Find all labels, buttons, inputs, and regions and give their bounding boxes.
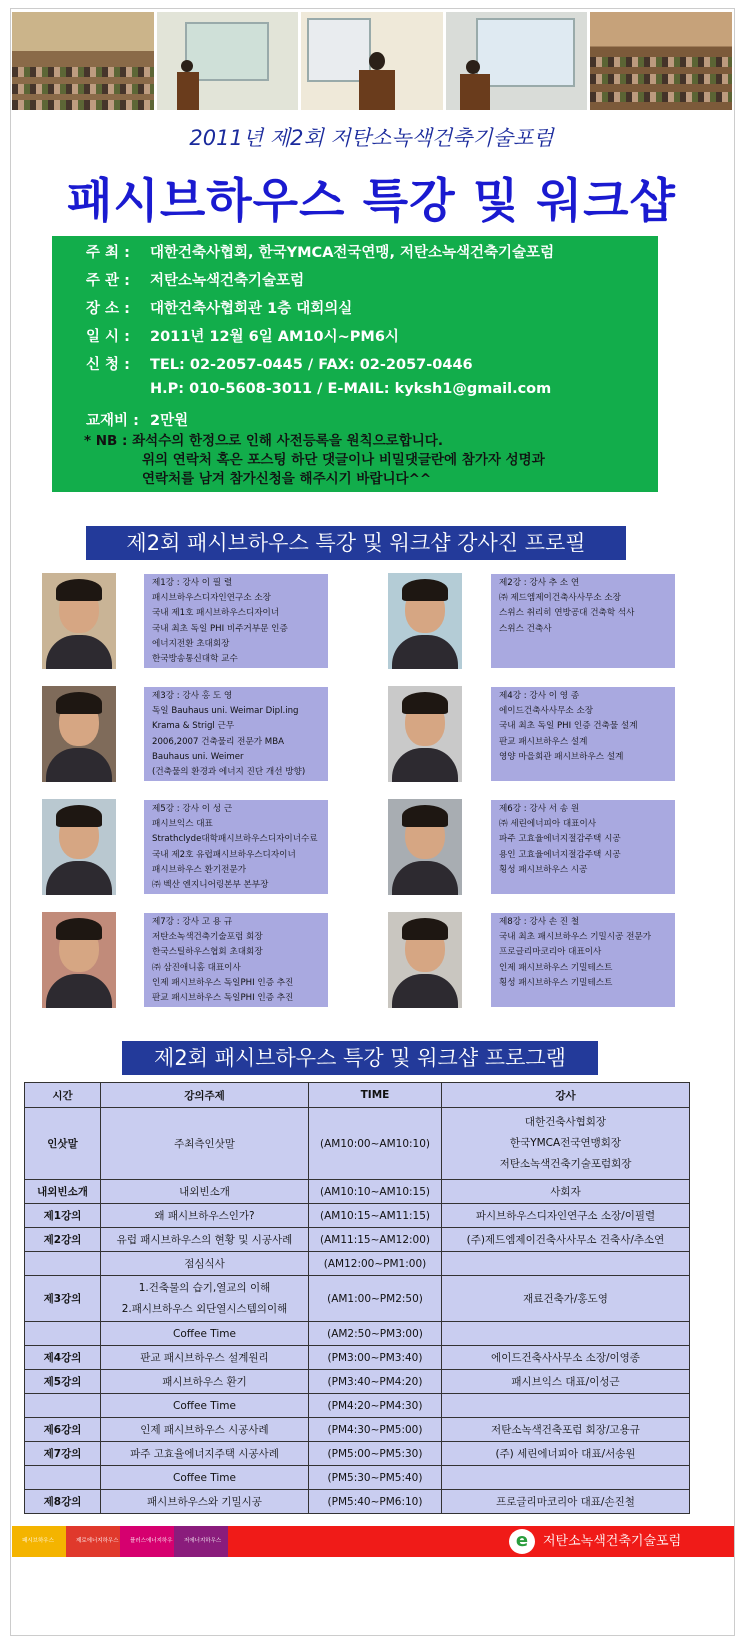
table-cell: (PM3:00~PM3:40): [309, 1346, 442, 1370]
speaker-detail: Bauhaus uni. Weimer: [152, 751, 244, 762]
speaker-heading: 제8강 : 강사 손 진 철: [499, 917, 580, 927]
speaker-detail: ㈜ 세린에너피아 대표이사: [499, 819, 597, 830]
table-row: [25, 1466, 690, 1490]
speaker-detail: 저탄소녹색건축기술포럼 회장: [152, 932, 263, 943]
table-row: [25, 1490, 690, 1514]
info-row-fee: 교재비 : 2만원: [86, 413, 189, 429]
table-cell: (PM4:30~PM5:00): [309, 1418, 442, 1442]
speaker-photo: [388, 686, 462, 782]
table-cell: 프로글리마코리아 대표/손진철: [442, 1490, 690, 1514]
speaker-heading: 제6강 : 강사 서 송 원: [499, 804, 580, 814]
speaker-photo: [42, 799, 116, 895]
event-photo-strip: [12, 12, 732, 110]
speaker-detail: 2006,2007 건축물리 전문가 MBA: [152, 736, 284, 747]
event-photo: [301, 12, 443, 110]
table-cell: 왜 패시브하우스인가?: [101, 1204, 309, 1228]
footer-tab[interactable]: 제로에너지하우스: [66, 1526, 120, 1557]
speaker-detail: 횡성 패시브하우스 시공: [499, 864, 588, 875]
table-cell: 에이드건축사사무소 소장/이영종: [442, 1346, 690, 1370]
speaker-profile: [144, 574, 328, 668]
table-cell: [25, 1394, 101, 1418]
speaker-detail: 국내 최초 독일 PHI 비주거부문 인증: [152, 623, 288, 634]
table-cell: 내외빈소개: [25, 1180, 101, 1204]
footer-tab[interactable]: 저에너지하우스: [174, 1526, 228, 1557]
info-row-host: 주 최 : 대한건축사협회, 한국YMCA전국연맹, 저탄소녹색건축기술포럼: [86, 245, 555, 261]
info-row-contact: 신 청 : TEL: 02-2057-0445 / FAX: 02-2057-0446: [86, 357, 473, 373]
table-header: 강사: [442, 1083, 690, 1108]
speaker-detail: 패시브익스 대표: [152, 819, 213, 830]
table-cell: 파시브하우스디자인연구소 소장/이필렬: [442, 1204, 690, 1228]
table-cell: [25, 1466, 101, 1490]
speaker-detail: 파주 고효율에너지절감주택 시공: [499, 834, 621, 845]
speaker-heading: 제2강 : 강사 추 소 연: [499, 578, 580, 588]
speaker-heading: 제1강 : 강사 이 필 렬: [152, 578, 233, 588]
table-cell: [442, 1466, 690, 1490]
speaker-detail: 한국스틸하우스협회 초대회장: [152, 947, 263, 958]
speaker-profile: [491, 687, 675, 781]
footer-tab[interactable]: 플러스에너지하우스: [120, 1526, 174, 1557]
event-photo: [12, 12, 154, 110]
event-photo: [590, 12, 732, 110]
speaker-detail: 에너지전환 초대회장: [152, 638, 230, 649]
table-row: [25, 1370, 690, 1394]
table-cell: 인삿말: [25, 1108, 101, 1180]
table-cell: [25, 1252, 101, 1276]
speaker-detail: 패시브하우스디자인연구소 소장: [152, 593, 271, 604]
table-row: [25, 1418, 690, 1442]
table-row: [25, 1108, 690, 1180]
table-cell: (PM4:20~PM4:30): [309, 1394, 442, 1418]
speaker-detail: 스위스 건축사: [499, 623, 552, 634]
table-row: [25, 1322, 690, 1346]
speaker-detail: 에이드건축사사무소 소장: [499, 706, 594, 717]
event-info-box: [52, 236, 658, 492]
table-cell: (PM3:40~PM4:20): [309, 1370, 442, 1394]
speaker-photo: [388, 912, 462, 1008]
speaker-photo: [42, 573, 116, 669]
table-cell: 패시브하우스 환기: [101, 1370, 309, 1394]
footer-bar: [12, 1526, 734, 1575]
speaker-detail: 국내 최초 독일 PHI 인증 건축물 설계: [499, 721, 638, 732]
speaker-profile: [491, 574, 675, 668]
table-row: [25, 1394, 690, 1418]
speaker-detail: 인제 패시브하우스 독일PHI 인증 추진: [152, 977, 294, 988]
table-cell: 저탄소녹색건축포럼 회장/고용규: [442, 1418, 690, 1442]
table-cell: 판교 패시브하우스 설계원리: [101, 1346, 309, 1370]
table-row: [25, 1228, 690, 1252]
table-cell: 패시브익스 대표/이성근: [442, 1370, 690, 1394]
table-cell: Coffee Time: [101, 1466, 309, 1490]
speaker-photo: [388, 573, 462, 669]
table-cell: (AM1:00~PM2:50): [309, 1276, 442, 1322]
forum-logo-icon: e: [509, 1529, 535, 1554]
table-row: [25, 1346, 690, 1370]
speaker-detail: 패시브하우스 환기전문가: [152, 864, 247, 875]
table-cell: [25, 1322, 101, 1346]
speaker-profile: [144, 800, 328, 894]
speaker-detail: Strathclyde대학패시브하우스디자이너수료: [152, 834, 318, 845]
speaker-detail: 독일 Bauhaus uni. Weimar Dipl.ing: [152, 706, 299, 717]
table-cell: 재료건축가/홍도영: [442, 1276, 690, 1322]
table-cell: 제1강의: [25, 1204, 101, 1228]
forum-subtitle: 2011년 제2회 저탄소녹색건축기술포럼: [189, 126, 554, 150]
table-cell: [442, 1394, 690, 1418]
table-row: [25, 1442, 690, 1466]
table-cell: 점심식사: [101, 1252, 309, 1276]
table-cell: [442, 1322, 690, 1346]
table-cell: (PM5:00~PM5:30): [309, 1442, 442, 1466]
table-row: [25, 1252, 690, 1276]
speaker-detail: 한국방송통신대학 교수: [152, 654, 238, 665]
table-cell: 패시브하우스와 기밀시공: [101, 1490, 309, 1514]
speaker-detail: 국내 제1호 패시브하우스디자이너: [152, 608, 280, 619]
speaker-detail: 국내 최초 패시브하우스 기밀시공 전문가: [499, 932, 652, 943]
speaker-detail: 판교 패시브하우스 설계: [499, 736, 588, 747]
info-row-organizer: 주 관 : 저탄소녹색건축기술포럼: [86, 273, 305, 289]
table-cell: (AM10:00~AM10:10): [309, 1108, 442, 1180]
table-cell: (AM10:10~AM10:15): [309, 1180, 442, 1204]
speaker-detail: 프로글리마코리아 대표이사: [499, 947, 602, 958]
program-table: [24, 1082, 690, 1514]
table-cell: 1.건축물의 습기,열교의 이해 2.패시브하우스 외단열시스템의이해: [101, 1276, 309, 1322]
table-cell: (PM5:40~PM6:10): [309, 1490, 442, 1514]
footer-tab[interactable]: 패시브하우스: [12, 1526, 66, 1557]
table-cell: [442, 1252, 690, 1276]
speaker-profile: [144, 687, 328, 781]
speaker-heading: 제7강 : 강사 고 용 규: [152, 917, 233, 927]
profile-section-title: 제2회 패시브하우스 특강 및 워크샵 강사진 프로필: [86, 526, 626, 560]
event-photo: [446, 12, 588, 110]
event-photo: [157, 12, 299, 110]
speaker-heading: 제3강 : 강사 홍 도 영: [152, 691, 233, 701]
info-row-contact-2: H.P: 010-5608-3011 / E-MAIL: kyksh1@gmail.com: [150, 381, 552, 397]
table-row: [25, 1276, 690, 1322]
page-title: 패시브하우스 특강 및 워크샵: [67, 174, 676, 229]
table-cell: 사회자: [442, 1180, 690, 1204]
table-cell: Coffee Time: [101, 1394, 309, 1418]
speaker-detail: 판교 패시브하우스 독일PHI 인증 추진: [152, 993, 294, 1004]
table-cell: (주) 세린에너피아 대표/서송원: [442, 1442, 690, 1466]
table-cell: (PM5:30~PM5:40): [309, 1466, 442, 1490]
speaker-heading: 제5강 : 강사 이 성 근: [152, 804, 233, 814]
table-cell: 내외빈소개: [101, 1180, 309, 1204]
speaker-photo: [42, 912, 116, 1008]
table-header: 시간: [25, 1083, 101, 1108]
info-row-venue: 장 소 : 대한건축사협회관 1층 대회의실: [86, 301, 353, 317]
speaker-profile: [491, 800, 675, 894]
table-cell: (AM10:15~AM11:15): [309, 1204, 442, 1228]
table-cell: 주최측인삿말: [101, 1108, 309, 1180]
speaker-photo: [388, 799, 462, 895]
speaker-detail: 횡성 패시브하우스 기밀테스트: [499, 977, 613, 988]
table-cell: 대한건축사협회장 한국YMCA전국연맹회장 저탄소녹색건축기술포럼회장: [442, 1108, 690, 1180]
table-cell: (주)제드엠제이건축사사무소 건축사/추소연: [442, 1228, 690, 1252]
table-header: TIME: [309, 1083, 442, 1108]
table-row: [25, 1204, 690, 1228]
program-section-title: 제2회 패시브하우스 특강 및 워크샵 프로그램: [122, 1041, 598, 1075]
table-cell: 파주 고효율에너지주택 시공사례: [101, 1442, 309, 1466]
speaker-heading: 제4강 : 강사 이 영 종: [499, 691, 580, 701]
speaker-photo: [42, 686, 116, 782]
table-cell: 제4강의: [25, 1346, 101, 1370]
table-cell: 제7강의: [25, 1442, 101, 1466]
table-cell: 제3강의: [25, 1276, 101, 1322]
speaker-detail: 국내 제2호 유럽패시브하우스디자이너: [152, 849, 296, 860]
table-cell: 유럽 패시브하우스의 현황 및 시공사례: [101, 1228, 309, 1252]
speaker-detail: (건축물의 환경과 에너지 진단 개선 방향): [152, 767, 306, 778]
speaker-detail: 인제 패시브하우스 기밀테스트: [499, 962, 613, 973]
registration-note: * NB : 좌석수의 한정으로 인해 사전등록을 원칙으로합니다. 위의 연락처 혹은 포스팅 하단 댓글이나 비밀댓글란에 참가자 성명과 연락처를 남겨 참가신청을 해주시기 바랍니다^^: [84, 433, 545, 487]
speaker-detail: ㈜ 삼진애니홈 대표이사: [152, 962, 241, 973]
table-row: [25, 1180, 690, 1204]
speaker-detail: ㈜ 벡산 엔지니어링본부 본부장: [152, 880, 269, 891]
table-cell: (AM12:00~PM1:00): [309, 1252, 442, 1276]
forum-logo-text: 저탄소녹색건축기술포럼: [543, 1534, 682, 1549]
table-cell: (AM11:15~AM12:00): [309, 1228, 442, 1252]
table-cell: 제8강의: [25, 1490, 101, 1514]
table-cell: 인제 패시브하우스 시공사례: [101, 1418, 309, 1442]
table-cell: 제5강의: [25, 1370, 101, 1394]
speaker-detail: 영양 마을회관 패시브하우스 설계: [499, 751, 624, 762]
table-cell: 제2강의: [25, 1228, 101, 1252]
speaker-profile: [144, 913, 328, 1007]
speaker-detail: Krama & Strigl 근무: [152, 721, 235, 732]
table-header: 강의주제: [101, 1083, 309, 1108]
info-row-date: 일 시 : 2011년 12월 6일 AM10시~PM6시: [86, 329, 399, 345]
speaker-detail: 스위스 취리히 연방공대 건축학 석사: [499, 608, 635, 619]
speaker-profile: [491, 913, 675, 1007]
table-cell: Coffee Time: [101, 1322, 309, 1346]
speaker-detail: ㈜ 제드엠제이건축사사무소 소장: [499, 593, 621, 604]
speaker-detail: 용인 고효율에너지절감주택 시공: [499, 849, 621, 860]
table-cell: (AM2:50~PM3:00): [309, 1322, 442, 1346]
table-cell: 제6강의: [25, 1418, 101, 1442]
